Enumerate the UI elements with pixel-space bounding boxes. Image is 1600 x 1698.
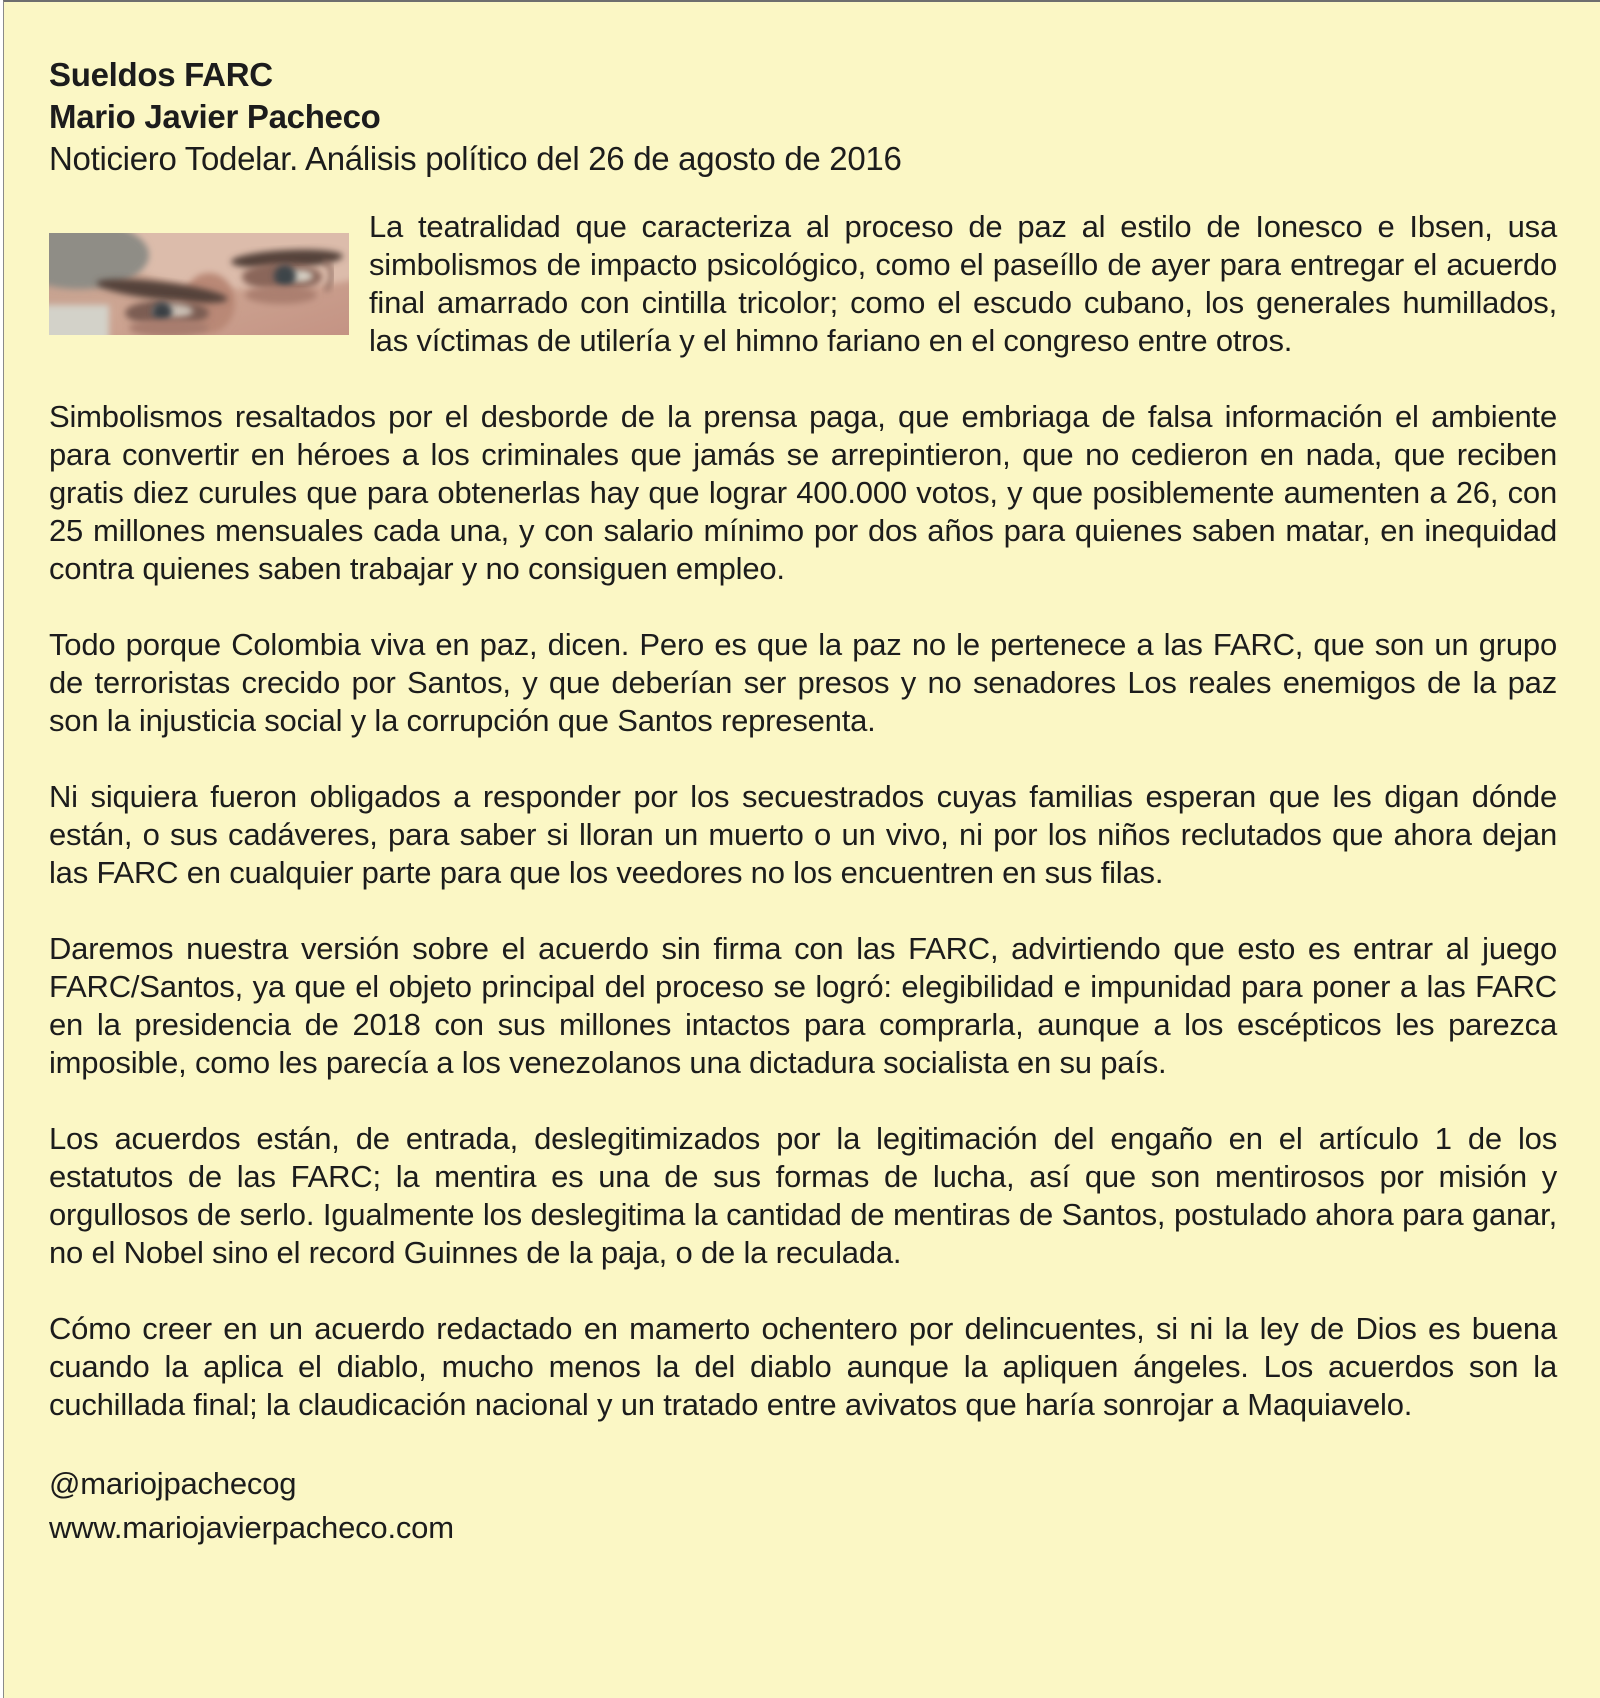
author-eyes-photo (49, 233, 349, 335)
article-source-line: Noticiero Todelar. Análisis político del 26 de agosto de 2016 (49, 140, 902, 177)
twitter-handle: @mariojpachecog (49, 1466, 297, 1501)
article-paragraph: Los acuerdos están, de entrada, deslegitimizados por la legitimación del engaño en el artículo 1 de los estatutos de las FARC; la mentira es una de sus formas de lucha, así que son mentirosos por misión y orgullosos de serlo. Igualmente los deslegitima la cantidad de mentiras de Santos, postulado ahora para ganar, no el Nobel sino el record Guinnes de la paja, o de la reculada. (49, 1121, 1557, 1270)
article-footer (49, 1462, 1557, 1550)
article-title: Sueldos FARC (49, 56, 273, 93)
article-author: Mario Javier Pacheco (49, 98, 381, 135)
article-paragraph: Daremos nuestra versión sobre el acuerdo sin firma con las FARC, advirtiendo que esto es entrar al juego FARC/Santos, ya que el objeto principal del proceso se logró: elegibilidad e impunidad para poner a las FARC en la presidencia de 2018 con sus millones intactos para comprarla, aunque a los escépticos les parezca imposible, como les parecía a los venezolanos una dictadura socialista en su país. (49, 931, 1557, 1080)
lead-paragraph: La teatralidad que caracteriza al proceso de paz al estilo de Ionesco e Ibsen, usa simbolismos de impacto psicológico, como el paseíllo de ayer para entregar el acuerdo final amarrado con cintilla tricolor; como el escudo cubano, los generales humillados, las víctimas de utilería y el himno fariano en el congreso entre otros. (369, 209, 1557, 358)
article-paragraph: Todo porque Colombia viva en paz, dicen. Pero es que la paz no le pertenece a las FARC, que son un grupo de terroristas crecido por Santos, y que deberían ser presos y no senadores Los reales enemigos de la paz son la injusticia social y la corrupción que Santos representa. (49, 627, 1557, 738)
article-paragraph: Cómo creer en un acuerdo redactado en mamerto ochentero por delincuentes, si ni la ley de Dios es buena cuando la aplica el diablo, mucho menos la del diablo aunque la apliquen ángeles. Los acuerdos son la cuchillada final; la claudicación nacional y un tratado entre avivatos que haría sonrojar a Maquiavelo. (49, 1311, 1557, 1422)
website-url: www.mariojavierpacheco.com (49, 1510, 454, 1545)
article-paragraph: Simbolismos resaltados por el desborde de la prensa paga, que embriaga de falsa información el ambiente para convertir en héroes a los criminales que jamás se arrepintieron, que no cedieron en nada, que reciben gratis diez curules que para obtenerlas hay que lograr 400.000 votos, y que posiblemente aumenten a 26, con 25 millones mensuales cada una, y con salario mínimo por dos años para quienes saben matar, en inequidad contra quienes saben trabajar y no consiguen empleo. (49, 399, 1557, 586)
article-paragraph: Ni siquiera fueron obligados a responder por los secuestrados cuyas familias esperan que les digan dónde están, o sus cadáveres, para saber si lloran un muerto o un vivo, ni por los niños reclutados que ahora dejan las FARC en cualquier parte para que los veedores no los encuentren en sus filas. (49, 779, 1557, 890)
lead-section (49, 208, 1557, 360)
article-page (3, 0, 1600, 1698)
article-header (49, 54, 1557, 180)
